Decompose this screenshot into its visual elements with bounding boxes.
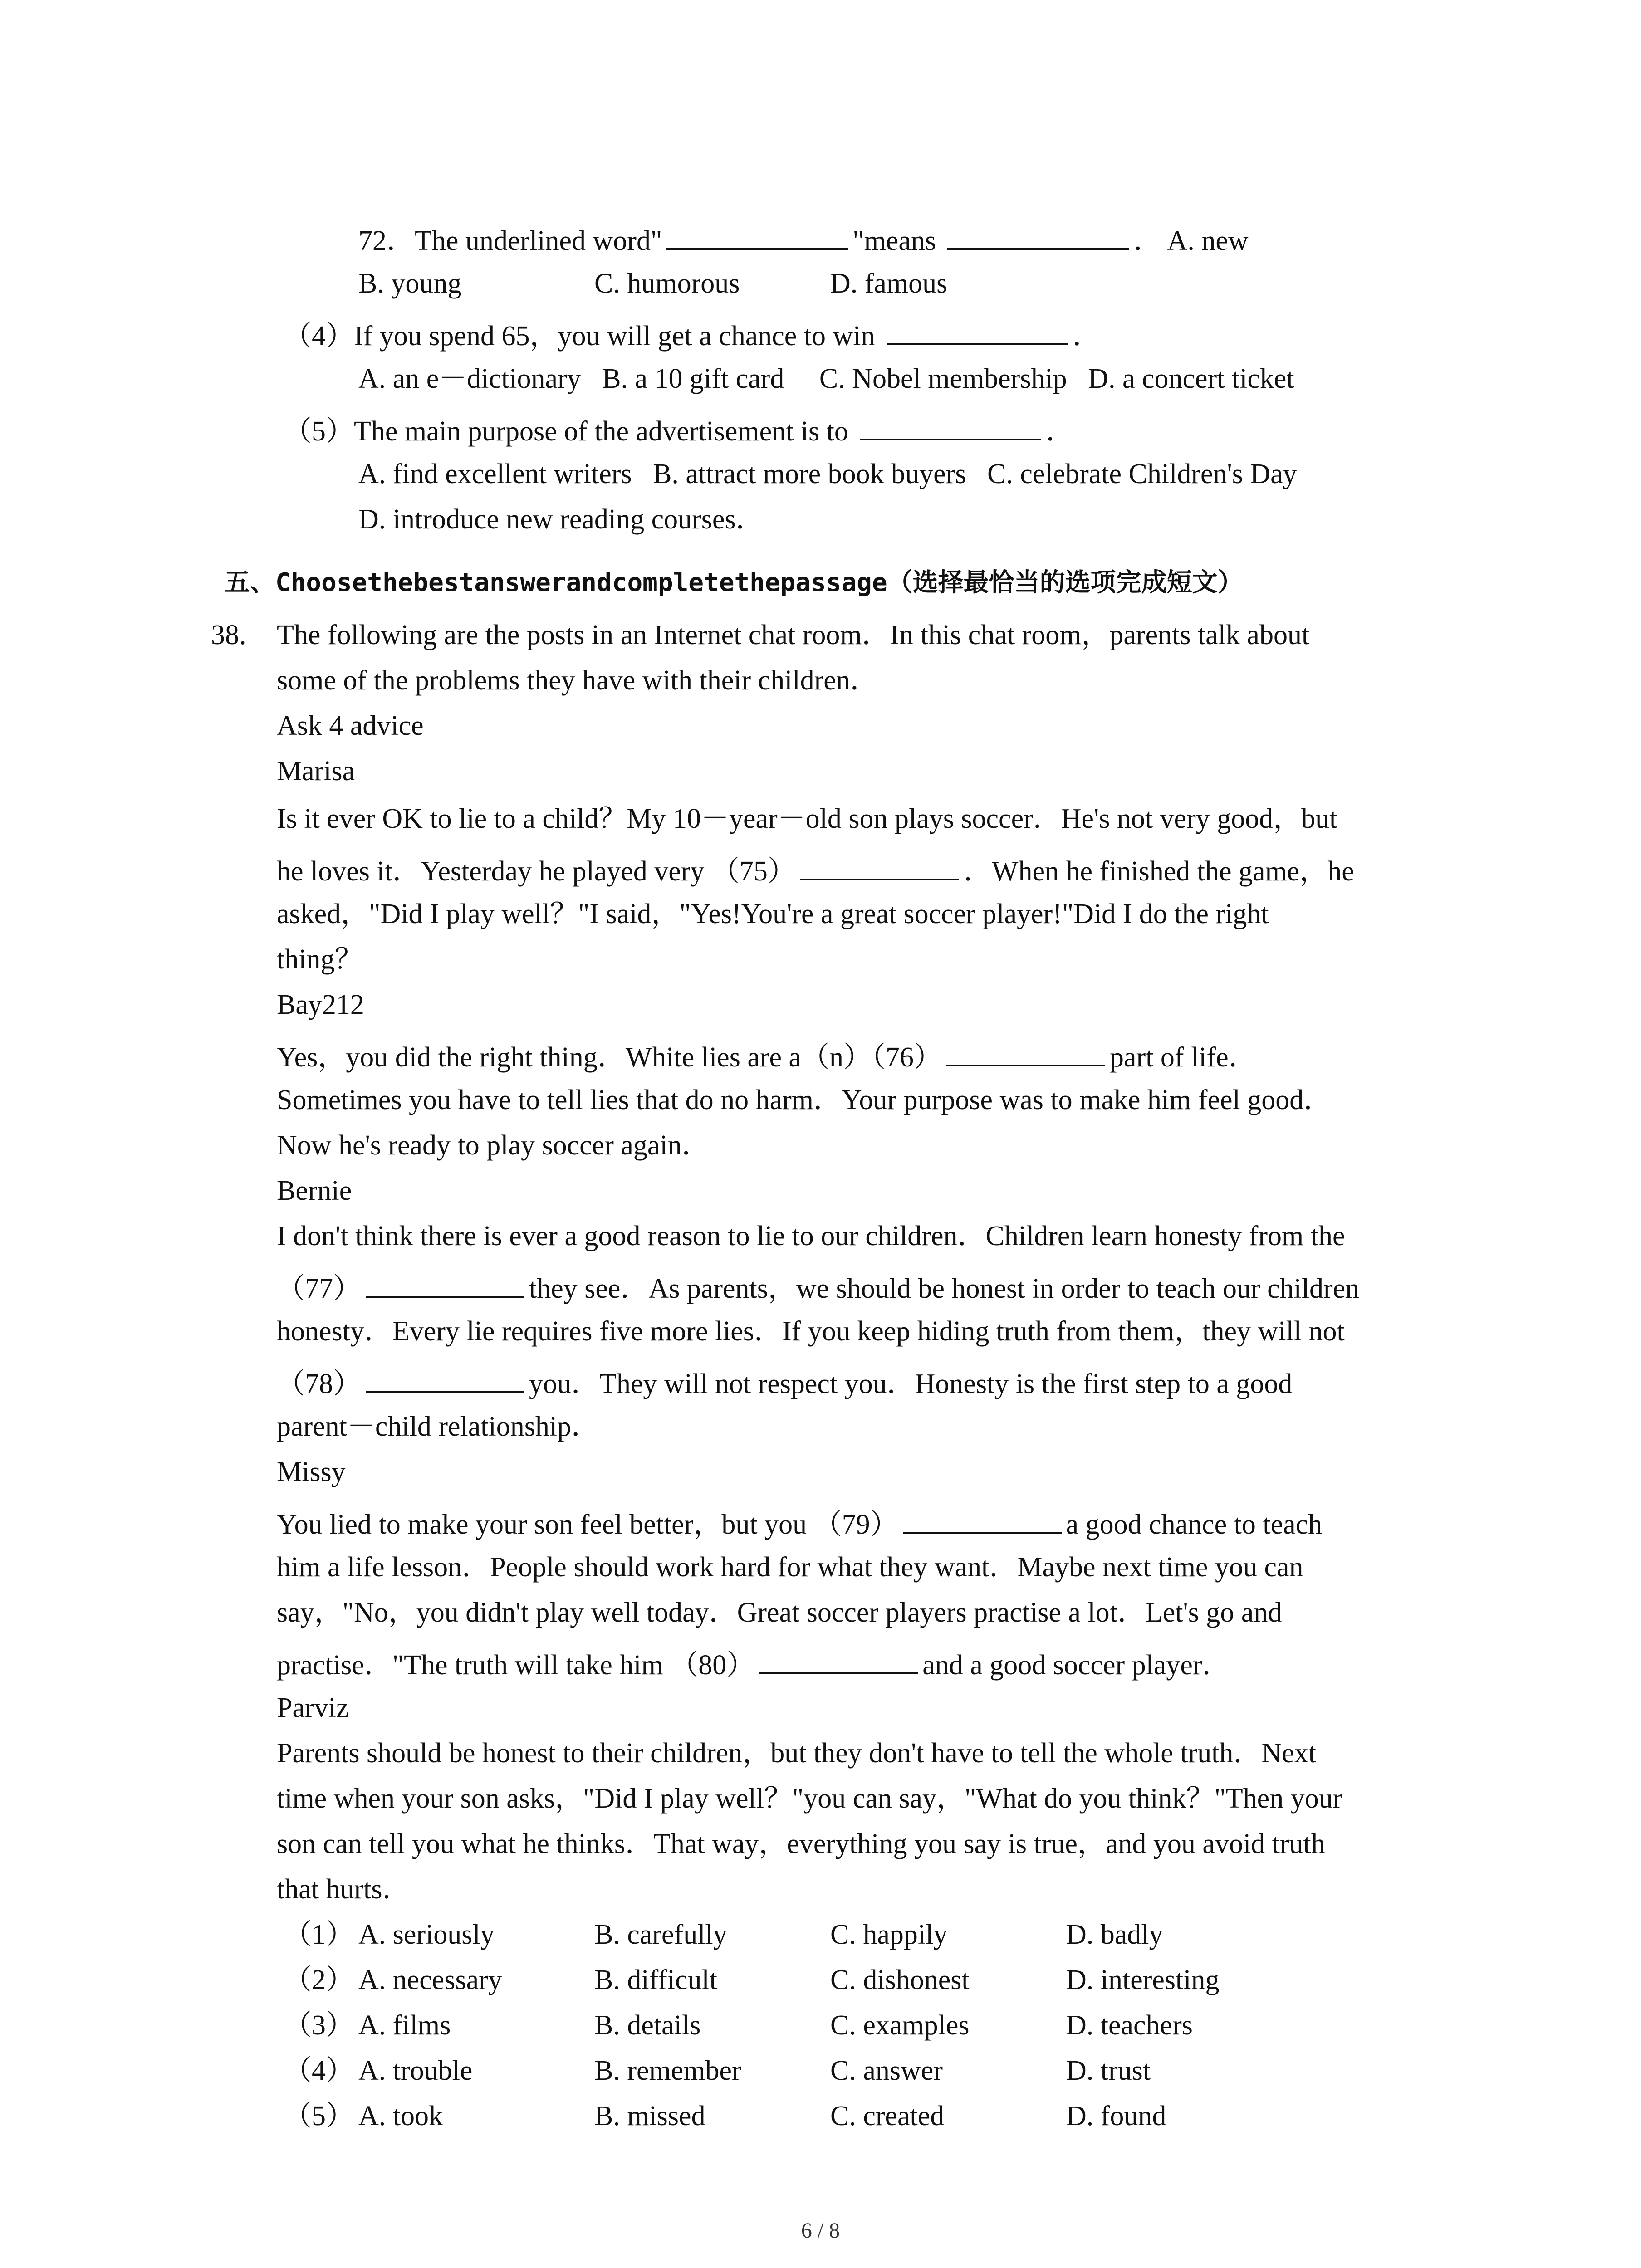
post-text: parent－child relationship． [277, 1411, 600, 1442]
q72-stem-b: "means [852, 225, 936, 256]
poster-name: Missy [277, 1457, 346, 1487]
post-text-part: （77） [277, 1273, 362, 1304]
answer-blank [759, 1644, 918, 1674]
choice-option-c: C. examples [830, 2010, 970, 2041]
choice-option-b: B. difficult [594, 1965, 717, 1995]
choice-option-c: C. dishonest [830, 1965, 970, 1995]
choice-option-d: D. teachers [1066, 2010, 1193, 2041]
choice-option-d: D. interesting [1066, 1965, 1220, 1995]
post-text-part: they see．As parents，we should be honest in order to teach our children [529, 1273, 1360, 1304]
choice-option-a: A. necessary [358, 1965, 502, 1995]
answer-blank [887, 315, 1068, 345]
choice-option-a: A. trouble [358, 2055, 473, 2086]
q72-stem-a: 72．The underlined word" [358, 225, 662, 256]
poster-name: Parviz [277, 1692, 349, 1723]
poster-name: Bernie [277, 1175, 352, 1206]
choice-row [284, 2053, 1418, 2089]
passage-intro-2: some of the problems they have with their children． [277, 665, 878, 696]
post-text-part: You lied to make your son feel better，but you （79） [277, 1509, 898, 1540]
post-text-part: a good chance to teach [1066, 1509, 1323, 1540]
choice-number: （4） [284, 2055, 354, 2086]
choice-row [284, 1916, 1418, 1953]
q72-line [358, 220, 1249, 259]
post-text: him a life lesson．People should work hard for what they want．Maybe next time you can [277, 1552, 1303, 1583]
question-number: （4） [284, 321, 354, 352]
post-text: asked，"Did I play well？"I said，"Yes!You're a great soccer player!"Did I do the right [277, 899, 1269, 929]
question-end: ． [1046, 416, 1074, 447]
q72-option-c: C. humorous [594, 268, 740, 299]
post-text [277, 1504, 1322, 1543]
poster-name: Marisa [277, 756, 355, 787]
question-text: If you spend 65，you will get a chance to win [354, 321, 875, 352]
choice-option-b: B. details [594, 2010, 701, 2041]
choice-option-a: A. seriously [358, 1919, 495, 1950]
answer-blank [800, 850, 959, 880]
post-text-part: ．When he finished the game，he [963, 856, 1354, 887]
choice-number: （2） [284, 1965, 354, 1995]
page-number: 6 / 8 [801, 2219, 840, 2243]
post-text: thing？ [277, 944, 363, 975]
choice-number: （1） [284, 1919, 354, 1950]
answer-blank [903, 1504, 1062, 1534]
answer-blank [860, 411, 1041, 440]
choice-row [284, 1962, 1418, 1998]
post-text-part: practise．"The truth will take him （80） [277, 1650, 755, 1681]
passage-intro-1: The following are the posts in an Internet chat room．In this chat room，parents talk about [277, 620, 1310, 650]
choice-option-b: B. carefully [594, 1919, 727, 1950]
answer-blank [946, 1036, 1105, 1066]
answer-blank [366, 1363, 524, 1393]
post-text: honesty．Every lie requires five more lies．If you keep hiding truth from them，they will not [277, 1316, 1345, 1347]
post-text: time when your son asks，"Did I play well？"you can say，"What do you think？"Then your [277, 1783, 1342, 1814]
q5-stem [284, 411, 1074, 450]
choice-option-a: A. took [358, 2101, 443, 2131]
q4-stem [284, 315, 1101, 354]
choice-option-c: C. answer [830, 2055, 943, 2086]
choice-option-d: D. found [1066, 2101, 1166, 2131]
post-text-part: part of life． [1110, 1042, 1257, 1073]
choice-row [284, 2098, 1418, 2134]
question-number: 38. [211, 620, 246, 650]
choice-number: （5） [284, 2101, 354, 2131]
poster-name: Bay212 [277, 989, 364, 1020]
choice-option-d: D. trust [1066, 2055, 1151, 2086]
choice-option-c: C. happily [830, 1919, 948, 1950]
choice-option-b: B. missed [594, 2101, 705, 2131]
choice-row [284, 2007, 1418, 2043]
post-text: Is it ever OK to lie to a child？My 10－year－old son plays soccer．He's not very good，but [277, 803, 1337, 834]
post-text-part: Yes，you did the right thing．White lies are a（n）（76） [277, 1042, 942, 1073]
post-text: Sometimes you have to tell lies that do no harm．Your purpose was to make him feel good． [277, 1085, 1332, 1115]
post-text [277, 850, 1354, 890]
question-number: （5） [284, 416, 354, 447]
post-text [277, 1036, 1257, 1075]
post-text-part: （78） [277, 1369, 362, 1399]
q4-options: A. an e－dictionary B. a 10 gift card C. Nobel membership D. a concert ticket [358, 363, 1294, 394]
choice-option-b: B. remember [594, 2055, 741, 2086]
q72-option-b: B. young [358, 268, 462, 299]
post-title: Ask 4 advice [277, 710, 424, 741]
post-text: Parents should be honest to their children，but they don't have to tell the whole truth．Next [277, 1738, 1316, 1769]
choice-number: （3） [284, 2010, 354, 2041]
answer-blank [947, 220, 1129, 250]
choice-option-a: A. films [358, 2010, 451, 2041]
post-text [277, 1644, 1230, 1683]
post-text [277, 1363, 1292, 1402]
q72-option-a: ． A. new [1133, 225, 1249, 256]
answer-blank [666, 220, 848, 250]
answer-blank [366, 1268, 524, 1298]
q5-options-2: D. introduce new reading courses． [358, 504, 764, 535]
q5-options-1: A. find excellent writers B. attract more book buyers C. celebrate Children's Day [358, 459, 1297, 489]
question-end: ． [1072, 321, 1101, 352]
post-text-part: you．They will not respect you．Honesty is the first step to a good [529, 1369, 1293, 1399]
post-text: that hurts． [277, 1874, 411, 1905]
post-text: Now he's ready to play soccer again． [277, 1130, 710, 1161]
section-heading: 五、Choosethebestanswerandcompletethepassage（选择最恰当的选项完成短文） [225, 568, 1243, 597]
post-text-part: and a good soccer player． [922, 1650, 1230, 1681]
post-text [277, 1268, 1359, 1307]
post-text-part: he loves it．Yesterday he played very （75） [277, 856, 796, 887]
post-text: son can tell you what he thinks．That way，everything you say is true，and you avoid truth [277, 1828, 1325, 1859]
q72-option-d: D. famous [830, 268, 948, 299]
choice-option-c: C. created [830, 2101, 945, 2131]
post-text: I don't think there is ever a good reason to lie to our children．Children learn honesty from the [277, 1221, 1345, 1251]
choice-option-d: D. badly [1066, 1919, 1163, 1950]
question-text: The main purpose of the advertisement is to [354, 416, 848, 447]
post-text: say，"No，you didn't play well today．Great soccer players practise a lot．Let's go and [277, 1597, 1282, 1628]
